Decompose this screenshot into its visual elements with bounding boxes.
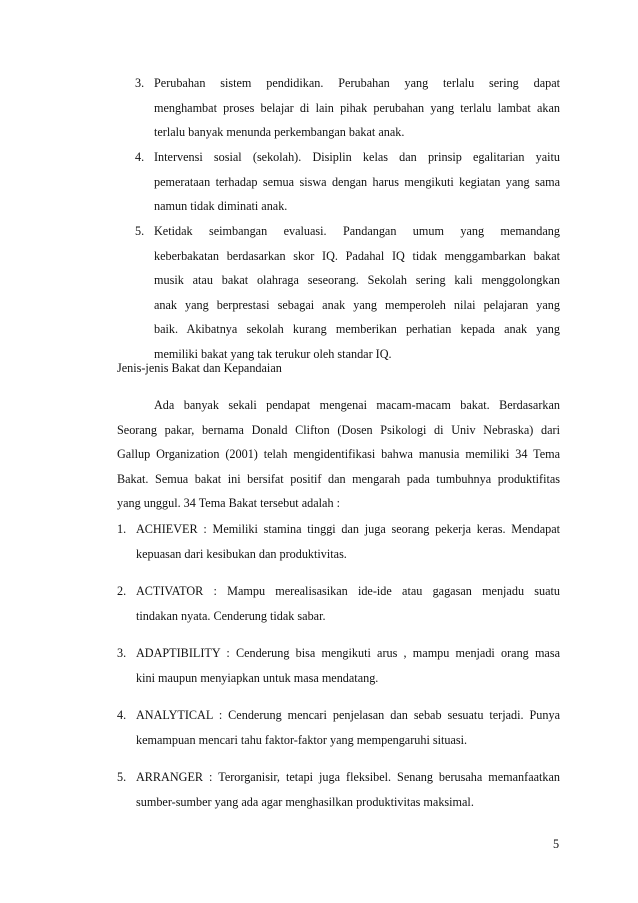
talent-item-analytical: [117, 703, 560, 752]
list-text-line: musik atau bakat olahraga seseorang. Sekolah sering kali menggolongkan: [154, 273, 560, 288]
list-number: 4.: [135, 150, 145, 164]
list-text-line: ADAPTIBILITY : Cenderung bisa mengikuti arus , mampu menjadi orang masa: [136, 646, 560, 660]
list-number: 1.: [117, 522, 127, 536]
upper-list-item-5: [135, 219, 560, 367]
list-number: 4.: [117, 708, 127, 722]
paragraph-line: Ada banyak sekali pendapat mengenai macam-macam bakat. Berdasarkan: [154, 398, 560, 412]
list-text-line: kepuasan dari kesibukan dan produktivitas.: [136, 546, 347, 561]
page-number: 5: [553, 837, 560, 851]
list-text-line: ACTIVATOR : Mampu merealisasikan ide-ide atau gagasan menjadu suatu: [136, 584, 560, 598]
body-paragraph: [117, 393, 560, 516]
list-text-line: Perubahan sistem pendidikan. Perubahan yang terlalu sering dapat: [154, 76, 560, 90]
list-text-line: pemerataan terhadap semua siswa dengan harus mengikuti kegiatan yang sama: [154, 174, 560, 189]
list-text-line: ANALYTICAL : Cenderung mencari penjelasan dan sebab sesuatu terjadi. Punya: [136, 708, 560, 722]
paragraph-line: Seorang pakar, bernama Donald Clifton (Dosen Psikologi di Univ Nebraska) dari: [117, 422, 560, 437]
list-number: 5.: [135, 224, 145, 238]
list-text-line: namun tidak diminati anak.: [154, 199, 288, 214]
upper-list-item-4: [135, 145, 560, 219]
section-heading: Jenis-jenis Bakat dan Kepandaian: [117, 361, 282, 375]
talent-item-adaptibility: [117, 641, 560, 690]
list-number: 2.: [117, 584, 127, 598]
list-text-line: kemampuan mencari tahu faktor-faktor yang mempengaruhi situasi.: [136, 732, 468, 747]
list-number: 3.: [135, 76, 145, 90]
list-text-line: Intervensi sosial (sekolah). Disiplin kelas dan prinsip egalitarian yaitu: [154, 150, 560, 164]
talent-item-achiever: [117, 517, 560, 566]
upper-list-item-3: [135, 71, 560, 145]
list-text-line: menghambat proses belajar di lain pihak perubahan yang terlalu lambat akan: [154, 100, 560, 115]
list-text-line: ARRANGER : Terorganisir, tetapi juga fleksibel. Senang berusaha memanfaatkan: [136, 770, 560, 784]
talent-item-activator: [117, 579, 560, 628]
list-text-line: keberbakatan berdasarkan skor IQ. Padahal IQ tidak menggambarkan bakat: [154, 248, 560, 263]
list-text-line: kini maupun menyiapkan untuk masa mendatang.: [136, 670, 379, 685]
list-number: 3.: [117, 646, 127, 660]
talent-item-arranger: [117, 765, 560, 814]
list-text-line: anak yang berprestasi sebagai anak yang memperoleh nilai pelajaran yang: [154, 297, 560, 312]
list-text-line: terlalu banyak menunda perkembangan bakat anak.: [154, 125, 405, 140]
list-text-line: baik. Akibatnya sekolah kurang memberikan perhatian kepada anak yang: [154, 322, 560, 337]
list-text-line: memiliki bakat yang tak terukur oleh standar IQ.: [154, 346, 392, 361]
list-text-line: Ketidak seimbangan evaluasi. Pandangan umum yang memandang: [154, 224, 560, 238]
list-text-line: tindakan nyata. Cenderung tidak sabar.: [136, 608, 326, 623]
list-text-line: sumber-sumber yang ada agar menghasilkan produktivitas maksimal.: [136, 794, 474, 809]
paragraph-line: Gallup Organization (2001) telah mengidentifikasi bahwa manusia memiliki 34 Tema: [117, 447, 560, 462]
paragraph-line: Bakat. Semua bakat ini bersifat positif dan mengarah pada tumbuhnya produktifitas: [117, 471, 560, 486]
paragraph-line: yang unggul. 34 Tema Bakat tersebut adalah :: [117, 496, 340, 511]
list-text-line: ACHIEVER : Memiliki stamina tinggi dan juga seorang pekerja keras. Mendapat: [136, 522, 560, 536]
list-number: 5.: [117, 770, 127, 784]
